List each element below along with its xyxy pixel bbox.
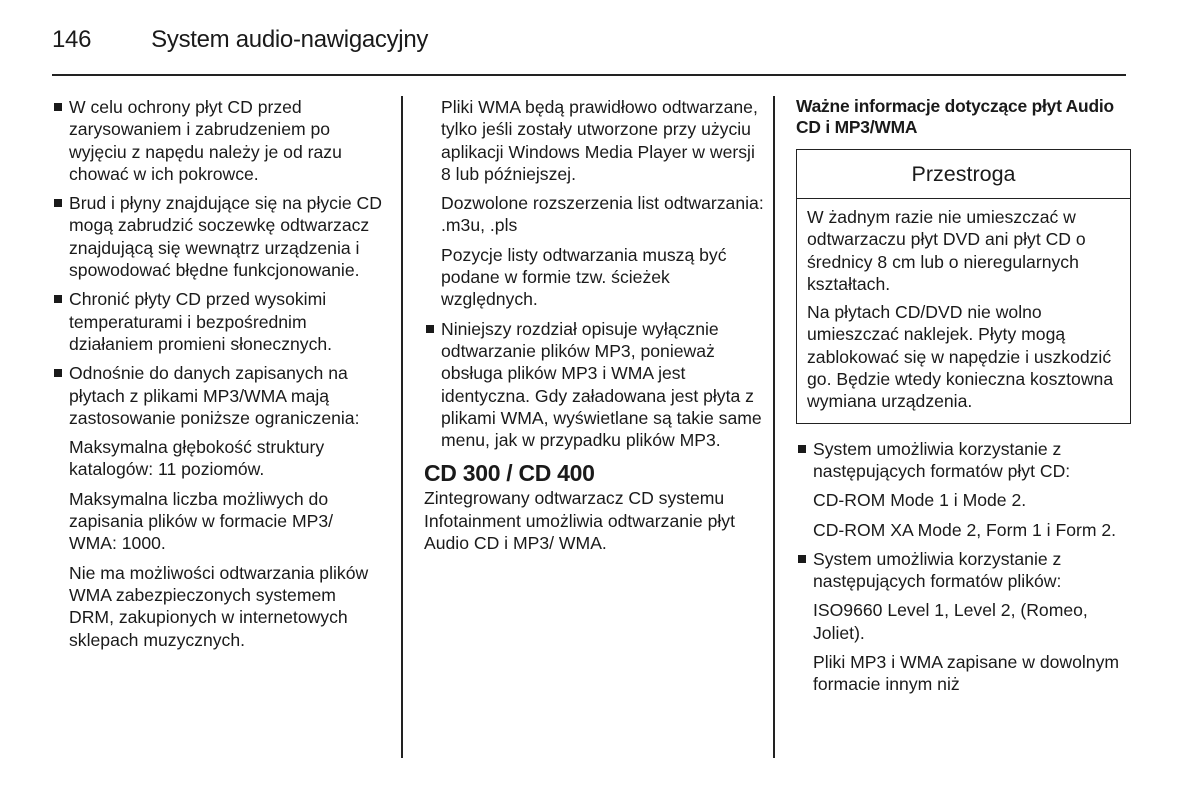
sub-paragraph: Nie ma możliwości odtwarzania plików WMA zabezpieczonych systemem DRM, zakupionych w internetowych sklepach muzycznych.	[69, 562, 369, 650]
caution-title: Przestroga	[797, 150, 1130, 199]
sub-paragraph: Maksymalna głębokość struktury katalogów: 11 poziomów.	[69, 437, 325, 480]
caution-paragraph: Na płytach CD/DVD nie wolno umieszczać naklejek. Płyty mogą zablokować się w napędzie i uszkodzić go. Będzie wtedy konieczna kosztowna wymiana urządzenia.	[807, 302, 1114, 412]
sub-paragraph: ISO9660 Level 1, Level 2, (Romeo, Joliet).	[813, 600, 1088, 643]
caution-body	[797, 199, 1130, 423]
bullet-item: Odnośnie do danych zapisanych na płytach z plikami MP3/WMA mają zastosowanie poniższe ograniczenia:	[52, 362, 382, 429]
page-number: 146	[52, 26, 92, 53]
sub-paragraph: Pliki MP3 i WMA zapisane w dowolnym formacie innym niż	[813, 652, 1120, 695]
bullet-item: System umożliwia korzystanie z następujących formatów plików:	[796, 548, 1131, 593]
bullet-item: System umożliwia korzystanie z następujących formatów płyt CD:	[796, 438, 1131, 483]
sub-paragraph: CD-ROM XA Mode 2, Form 1 i Form 2.	[813, 519, 1117, 540]
sub-paragraph: CD-ROM Mode 1 i Mode 2.	[813, 490, 1027, 511]
sub-paragraph: Dozwolone rozszerzenia list odtwarzania: .m3u, .pls	[441, 193, 764, 236]
sub-paragraph: Pliki WMA będą prawidłowo odtwarzane, tylko jeśli zostały utworzone przy użyciu aplikacji Windows Media Player w wersji 8 lub późniejszej.	[441, 97, 758, 184]
bullet-item: Brud i płyny znajdujące się na płycie CD mogą zabrudzić soczewkę odtwarzacz znajdującą się wewnątrz urządzenia i spowodować błędne funkcjonowanie.	[52, 192, 382, 281]
column-1	[52, 96, 382, 658]
column-divider-2	[773, 96, 775, 758]
column-3	[796, 96, 1131, 703]
column-divider-1	[401, 96, 403, 758]
chapter-title: System audio-nawigacyjny	[151, 26, 429, 53]
bullet-item: Niniejszy rozdział opisuje wyłącznie odtwarzanie plików MP3, ponieważ obsługa plików MP3 i WMA jest identyczna. Gdy załadowana jest płyta z plikami WMA, wyświetlane są takie same menu, jak w przypadku plików MP3.	[424, 318, 764, 452]
section-heading: CD 300 / CD 400	[424, 460, 595, 487]
paragraph: Zintegrowany odtwarzacz CD systemu Infotainment umożliwia odtwarzanie płyt Audio CD i MP3/ WMA.	[424, 488, 735, 554]
column-2	[424, 96, 764, 561]
bullet-item: W celu ochrony płyt CD przed zarysowaniem i zabrudzeniem po wyjęciu z napędu należy je od razu chować w ich pokrowce.	[52, 96, 382, 185]
caution-paragraph: W żadnym razie nie umieszczać w odtwarzaczu płyt DVD ani płyt CD o średnicy 8 cm lub o nieregularnych kształtach.	[807, 207, 1086, 294]
bullet-item: Chronić płyty CD przed wysokimi temperaturami i bezpośrednim działaniem promieni słonecznych.	[52, 288, 382, 355]
caution-box	[796, 149, 1131, 424]
header-rule	[52, 74, 1126, 76]
page-header	[52, 26, 428, 60]
sub-paragraph: Maksymalna liczba możliwych do zapisania plików w formacie MP3/ WMA: 1000.	[69, 488, 334, 554]
info-heading: Ważne informacje dotyczące płyt Audio CD i MP3/WMA	[796, 96, 1114, 137]
sub-paragraph: Pozycje listy odtwarzania muszą być podane w formie tzw. ścieżek względnych.	[441, 244, 727, 310]
